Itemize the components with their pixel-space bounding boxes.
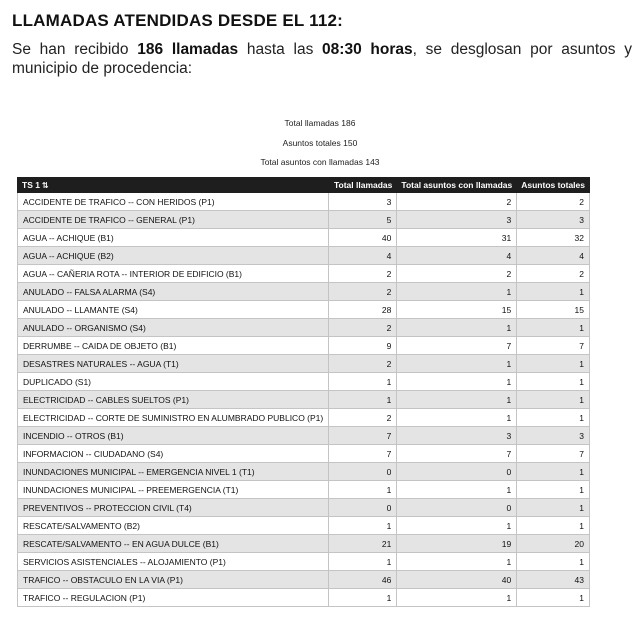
row-total-matters: 15: [517, 301, 590, 319]
row-total-matters-with-calls: 2: [397, 265, 517, 283]
row-total-matters: 1: [517, 373, 590, 391]
row-total-calls: 2: [329, 319, 397, 337]
row-total-matters-with-calls: 0: [397, 499, 517, 517]
row-total-calls: 7: [329, 445, 397, 463]
row-total-matters-with-calls: 3: [397, 211, 517, 229]
row-category: AGUA -- ACHIQUE (B2): [18, 247, 329, 265]
row-total-calls: 4: [329, 247, 397, 265]
row-total-calls: 2: [329, 409, 397, 427]
table-row: [18, 481, 590, 499]
table-body: [18, 193, 590, 607]
intro-text-2: hasta las: [238, 41, 323, 58]
row-total-matters: 20: [517, 535, 590, 553]
row-total-matters: 4: [517, 247, 590, 265]
row-total-matters-with-calls: 4: [397, 247, 517, 265]
row-category: INCENDIO -- OTROS (B1): [18, 427, 329, 445]
row-total-matters-with-calls: 3: [397, 427, 517, 445]
row-total-calls: 46: [329, 571, 397, 589]
row-total-calls: 1: [329, 589, 397, 607]
table-row: [18, 409, 590, 427]
row-category: DUPLICADO (S1): [18, 373, 329, 391]
row-total-calls: 1: [329, 553, 397, 571]
row-category: SERVICIOS ASISTENCIALES -- ALOJAMIENTO (P1): [18, 553, 329, 571]
row-total-matters: 7: [517, 445, 590, 463]
intro-paragraph: [12, 40, 632, 78]
total-calls: Total llamadas 186: [284, 118, 356, 128]
row-total-matters: 1: [517, 499, 590, 517]
row-total-matters-with-calls: 0: [397, 463, 517, 481]
row-category: INUNDACIONES MUNICIPAL -- PREEMERGENCIA (T1): [18, 481, 329, 499]
table-row: [18, 337, 590, 355]
table-row: [18, 211, 590, 229]
table-row: [18, 373, 590, 391]
intro-text-3: , se desglosan por asuntos y municipio de procedencia:: [12, 41, 632, 77]
row-category: RESCATE/SALVAMENTO (B2): [18, 517, 329, 535]
row-category: PREVENTIVOS -- PROTECCION CIVIL (T4): [18, 499, 329, 517]
row-total-matters: 43: [517, 571, 590, 589]
row-total-matters-with-calls: 31: [397, 229, 517, 247]
calls-table: [17, 177, 590, 607]
row-total-matters: 1: [517, 553, 590, 571]
row-total-matters: 1: [517, 463, 590, 481]
column-header-label: TS 1: [22, 180, 40, 190]
row-total-calls: 1: [329, 481, 397, 499]
row-category: INFORMACION -- CIUDADANO (S4): [18, 445, 329, 463]
row-total-matters-with-calls: 1: [397, 481, 517, 499]
row-total-calls: 40: [329, 229, 397, 247]
row-total-matters: 2: [517, 265, 590, 283]
table-row: [18, 517, 590, 535]
row-total-matters-with-calls: 1: [397, 409, 517, 427]
row-total-matters-with-calls: 40: [397, 571, 517, 589]
row-category: DESASTRES NATURALES -- AGUA (T1): [18, 355, 329, 373]
report-time: 08:30 horas: [322, 41, 413, 58]
row-total-calls: 0: [329, 499, 397, 517]
row-total-calls: 2: [329, 265, 397, 283]
row-total-matters-with-calls: 1: [397, 373, 517, 391]
row-total-matters: 2: [517, 193, 590, 211]
row-total-matters: 1: [517, 517, 590, 535]
calls-count: 186 llamadas: [137, 41, 239, 58]
row-total-calls: 1: [329, 373, 397, 391]
row-category: ANULADO -- LLAMANTE (S4): [18, 301, 329, 319]
row-total-matters-with-calls: 15: [397, 301, 517, 319]
row-total-matters: 1: [517, 391, 590, 409]
table-row: [18, 445, 590, 463]
row-total-calls: 2: [329, 283, 397, 301]
row-total-matters: 1: [517, 409, 590, 427]
column-header-total-matters[interactable]: Asuntos totales: [517, 178, 590, 193]
page-title: LLAMADAS ATENDIDAS DESDE EL 112:: [12, 11, 344, 30]
row-total-matters-with-calls: 1: [397, 355, 517, 373]
row-category: ELECTRICIDAD -- CABLES SUELTOS (P1): [18, 391, 329, 409]
sort-icon[interactable]: ⇅: [41, 181, 49, 190]
row-category: ACCIDENTE DE TRAFICO -- GENERAL (P1): [18, 211, 329, 229]
table-row: [18, 193, 590, 211]
table-row: [18, 265, 590, 283]
row-total-matters: 7: [517, 337, 590, 355]
row-category: TRAFICO -- OBSTACULO EN LA VIA (P1): [18, 571, 329, 589]
table-row: [18, 319, 590, 337]
row-total-calls: 1: [329, 517, 397, 535]
row-category: AGUA -- ACHIQUE (B1): [18, 229, 329, 247]
row-total-calls: 5: [329, 211, 397, 229]
intro-text-1: Se han recibido: [12, 41, 138, 58]
table-row: [18, 499, 590, 517]
row-total-matters: 3: [517, 427, 590, 445]
total-matters-with-calls: Total asuntos con llamadas 143: [260, 157, 380, 167]
row-category: ANULADO -- ORGANISMO (S4): [18, 319, 329, 337]
row-category: TRAFICO -- REGULACION (P1): [18, 589, 329, 607]
column-header-ts1[interactable]: [18, 178, 329, 193]
column-header-total-calls[interactable]: Total llamadas: [329, 178, 397, 193]
row-total-matters: 1: [517, 355, 590, 373]
table-row: [18, 589, 590, 607]
column-header-total-matters-with-calls[interactable]: Total asuntos con llamadas: [397, 178, 517, 193]
row-total-matters: 1: [517, 481, 590, 499]
row-category: AGUA -- CAÑERIA ROTA -- INTERIOR DE EDIFICIO (B1): [18, 265, 329, 283]
table-row: [18, 229, 590, 247]
total-matters: Asuntos totales 150: [282, 138, 358, 148]
row-total-matters-with-calls: 1: [397, 283, 517, 301]
row-category: INUNDACIONES MUNICIPAL -- EMERGENCIA NIVEL 1 (T1): [18, 463, 329, 481]
row-total-matters-with-calls: 7: [397, 445, 517, 463]
table-row: [18, 301, 590, 319]
table-row: [18, 391, 590, 409]
row-category: RESCATE/SALVAMENTO -- EN AGUA DULCE (B1): [18, 535, 329, 553]
row-total-calls: 21: [329, 535, 397, 553]
row-total-matters-with-calls: 7: [397, 337, 517, 355]
row-total-calls: 1: [329, 391, 397, 409]
row-total-matters: 1: [517, 589, 590, 607]
row-category: ACCIDENTE DE TRAFICO -- CON HERIDOS (P1): [18, 193, 329, 211]
row-total-matters: 1: [517, 283, 590, 301]
row-category: ANULADO -- FALSA ALARMA (S4): [18, 283, 329, 301]
row-total-matters-with-calls: 1: [397, 319, 517, 337]
table-row: [18, 463, 590, 481]
table-row: [18, 535, 590, 553]
row-total-matters-with-calls: 1: [397, 589, 517, 607]
row-total-calls: 3: [329, 193, 397, 211]
row-total-calls: 0: [329, 463, 397, 481]
row-total-matters: 3: [517, 211, 590, 229]
row-total-matters: 1: [517, 319, 590, 337]
table-row: [18, 247, 590, 265]
row-total-matters-with-calls: 2: [397, 193, 517, 211]
row-category: ELECTRICIDAD -- CORTE DE SUMINISTRO EN ALUMBRADO PUBLICO (P1): [18, 409, 329, 427]
table-header-row: [18, 178, 590, 193]
row-total-matters-with-calls: 1: [397, 553, 517, 571]
row-total-matters-with-calls: 1: [397, 391, 517, 409]
row-total-calls: 9: [329, 337, 397, 355]
row-total-calls: 2: [329, 355, 397, 373]
row-total-matters-with-calls: 19: [397, 535, 517, 553]
row-total-matters: 32: [517, 229, 590, 247]
row-total-calls: 28: [329, 301, 397, 319]
table-row: [18, 355, 590, 373]
table-row: [18, 571, 590, 589]
table-row: [18, 553, 590, 571]
row-total-calls: 7: [329, 427, 397, 445]
table-row: [18, 427, 590, 445]
table-row: [18, 283, 590, 301]
row-category: DERRUMBE -- CAIDA DE OBJETO (B1): [18, 337, 329, 355]
row-total-matters-with-calls: 1: [397, 517, 517, 535]
